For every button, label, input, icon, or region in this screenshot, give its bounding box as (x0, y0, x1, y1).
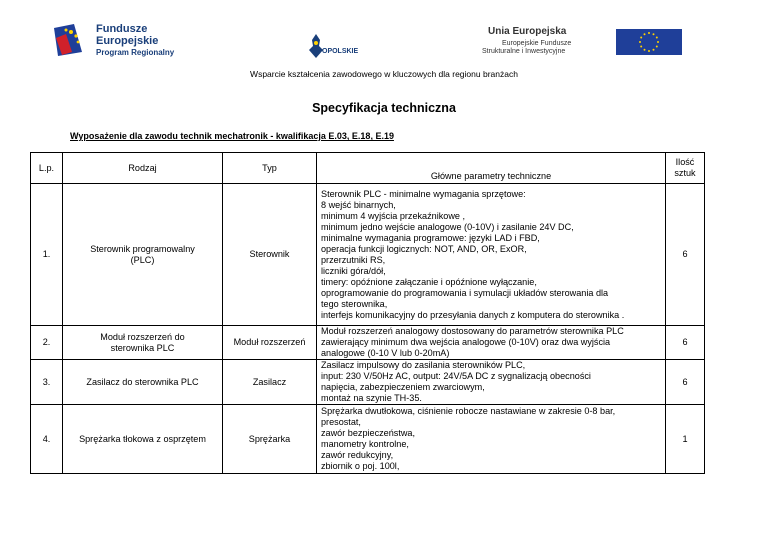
table-header-row (31, 153, 705, 184)
row-typ: Sterownik (223, 184, 317, 326)
param-line: zawór redukcyjny, (321, 450, 394, 460)
table-row (31, 405, 705, 474)
fundusze-europejskie-logo (52, 22, 202, 62)
param-line: zbiornik o poj. 100l, (321, 461, 400, 471)
param-line: liczniki góra/dół, (321, 265, 386, 276)
row-params (317, 326, 666, 360)
param-line: Zasilacz impulsowy do zasilania sterowników PLC, (321, 360, 526, 370)
row-rodzaj (63, 326, 223, 360)
param-line: presostat, (321, 417, 361, 427)
param-line: tego sterownika, (321, 298, 388, 309)
section-heading: Wyposażenie dla zawodu technik mechatronik - kwalifikacja E.03, E.18, E.19 (70, 131, 394, 141)
param-line: Sprężarka dwutłokowa, ciśnienie robocze nastawiane w zakresie 0-8 bar, (321, 406, 616, 416)
param-line: analogowe (0-10 V lub 0-20mA) (321, 348, 450, 358)
row-rodzaj-line: sterownika PLC (110, 342, 175, 353)
row-qty: 6 (666, 360, 705, 405)
opolskie-logo (304, 26, 374, 62)
row-typ: Sprężarka (223, 405, 317, 474)
header-ilosc-line2: sztuk (674, 168, 696, 178)
table-row (31, 184, 705, 326)
header-typ: Typ (223, 153, 317, 184)
row-typ: Zasilacz (223, 360, 317, 405)
fundusze-line1: Fundusze (96, 23, 148, 35)
row-lp: 4. (31, 405, 63, 474)
param-line: zawór bezpieczeństwa, (321, 428, 416, 438)
fundusze-line2: Europejskie (96, 35, 159, 47)
row-lp: 3. (31, 360, 63, 405)
param-line: montaż na szynie TH-35. (321, 393, 422, 403)
row-qty: 6 (666, 184, 705, 326)
row-params (317, 405, 666, 474)
page-title: Specyfikacja techniczna (312, 101, 456, 115)
specification-table (30, 152, 705, 474)
row-params (317, 184, 666, 326)
ue-line1: Unia Europejska (488, 26, 567, 37)
fundusze-flag-icon (52, 22, 90, 58)
row-qty: 6 (666, 326, 705, 360)
header-parametry: Główne parametry techniczne (317, 153, 666, 184)
header-rodzaj: Rodzaj (63, 153, 223, 184)
param-line: timery: opóźnione załączanie i opóźnione wyłączanie, (321, 276, 537, 287)
table-row (31, 360, 705, 405)
ue-line3: Strukturalne i Inwestycyjne (482, 48, 566, 55)
ue-line2: Europejskie Fundusze (502, 40, 572, 47)
param-line: zawierający minimum dwa wejścia analogowe (0-10V) oraz dwa wyjścia (321, 337, 611, 347)
row-typ: Moduł rozszerzeń (223, 326, 317, 360)
opolskie-text: OPOLSKIE (322, 48, 359, 55)
row-params (317, 360, 666, 405)
row-lp: 1. (31, 184, 63, 326)
param-line: minimum 4 wyjścia przekaźnikowe , (321, 210, 466, 221)
row-rodzaj-line: Moduł rozszerzeń do (100, 331, 185, 342)
row-rodzaj (63, 184, 223, 326)
row-rodzaj: Zasilacz do sterownika PLC (63, 360, 223, 405)
unia-europejska-logo (474, 26, 684, 60)
param-line: minimalne wymagania programowe: języki LAD i FBD, (321, 232, 540, 243)
param-line: Moduł rozszerzeń analogowy dostosowany do parametrów sterownika PLC (321, 326, 624, 336)
table-row (31, 326, 705, 360)
param-line: interfejs komunikacyjny do przesyłania danych z komputera do sterownika . (321, 309, 625, 320)
document-subtitle: Wsparcie kształcenia zawodowego w kluczowych dla regionu branżach (250, 69, 518, 79)
param-line: input: 230 V/50Hz AC, output: 24V/5A DC z sygnalizacją obecności (321, 371, 591, 381)
eu-flag-icon (616, 29, 682, 55)
row-qty: 1 (666, 405, 705, 474)
header-ilosc-line1: Ilość (675, 157, 695, 167)
fundusze-line3: Program Regionalny (96, 48, 175, 57)
param-line: Sterownik PLC - minimalne wymagania sprzętowe: (321, 188, 526, 199)
header-lp: L.p. (31, 153, 63, 184)
param-line: manometry kontrolne, (321, 439, 409, 449)
param-line: oprogramowanie do programowania i symulacji układów sterowania dla (321, 287, 609, 298)
row-rodzaj: Sprężarka tłokowa z osprzętem (63, 405, 223, 474)
param-line: przerzutniki RS, (321, 254, 386, 265)
param-line: operacja funkcji logicznych: NOT, AND, OR, ExOR, (321, 243, 527, 254)
param-line: 8 wejść binarnych, (321, 199, 396, 210)
header-ilosc (666, 153, 705, 184)
param-line: minimum jedno wejście analogowe (0-10V) i zasilanie 24V DC, (321, 221, 574, 232)
param-line: napięcia, zabezpieczeniem zwarciowym, (321, 382, 485, 392)
row-rodzaj-line: Sterownik programowalny (90, 243, 195, 254)
row-lp: 2. (31, 326, 63, 360)
row-rodzaj-line: (PLC) (130, 254, 155, 265)
